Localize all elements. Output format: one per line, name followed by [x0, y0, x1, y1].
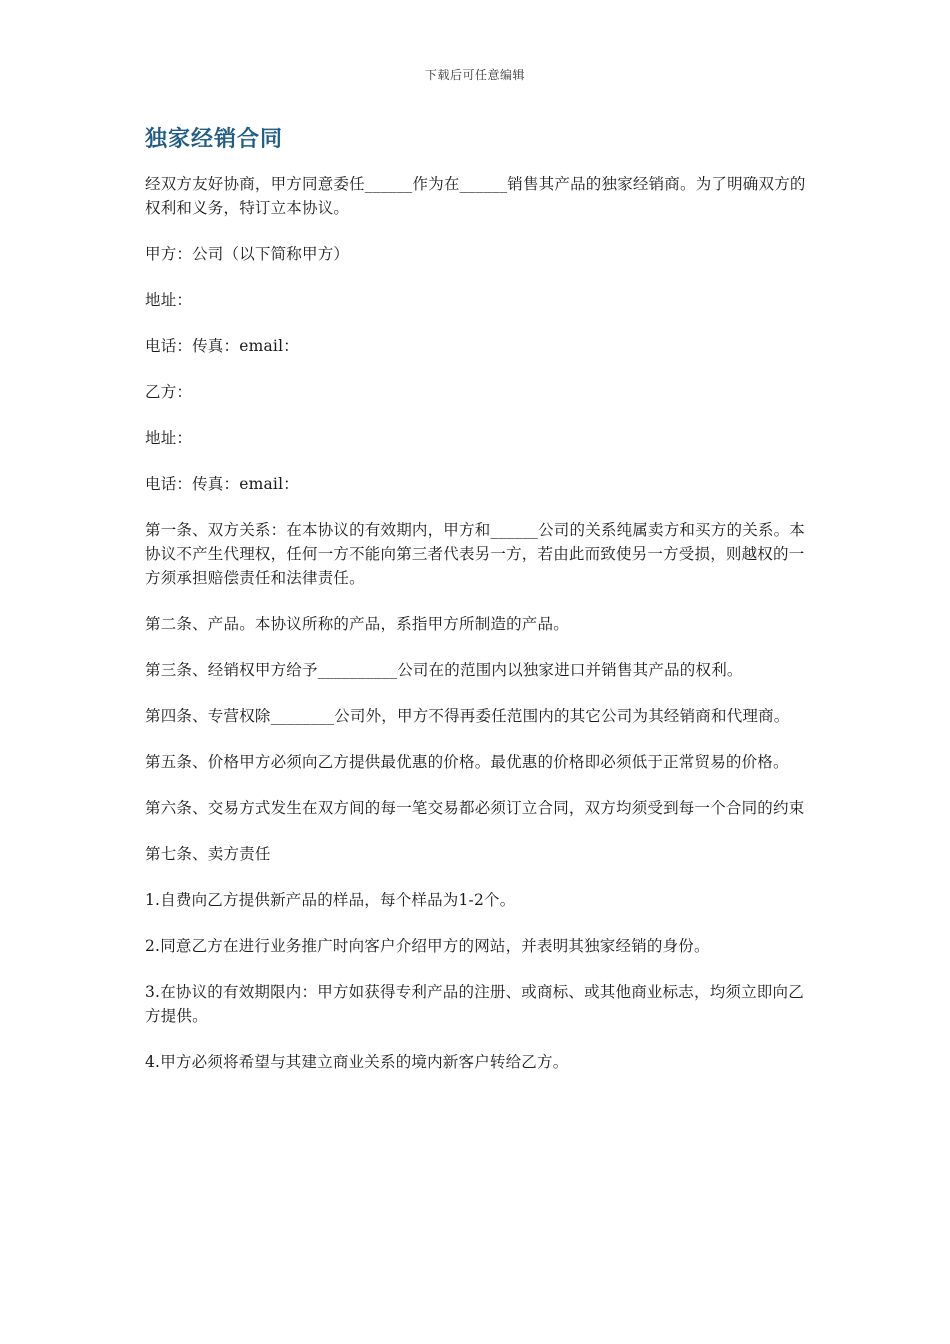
paragraph-article-5: 第五条、价格甲方必须向乙方提供最优惠的价格。最优惠的价格即必须低于正常贸易的价格。 — [145, 753, 789, 771]
document-title: 独家经销合同 — [145, 127, 284, 152]
list-item-seller-duty-4: 4.甲方必须将希望与其建立商业关系的境内新客户转给乙方。 — [145, 1053, 569, 1071]
paragraph-article-2: 第二条、产品。本协议所称的产品，系指甲方所制造的产品。 — [145, 615, 569, 633]
paragraph-party-b: 乙方： — [145, 383, 193, 401]
paragraph-party-a: 甲方：公司（以下简称甲方） — [145, 245, 350, 263]
paragraph-article-4: 第四条、专营权除________公司外，甲方不得再委任范围内的其它公司为其经销商和代理商。 — [145, 707, 790, 725]
paragraph-article-1: 第一条、双方关系：在本协议的有效期内，甲方和______公司的关系纯属卖方和买方的关系。本协议不产生代理权，任何一方不能向第三者代表另一方，若由此而致使另一方受损，则越权的一方须承担赔偿责任和法律责任。 — [145, 521, 806, 587]
list-item-seller-duty-2: 2.同意乙方在进行业务推广时向客户介绍甲方的网站，并表明其独家经销的身份。 — [145, 937, 710, 955]
paragraph-article-3: 第三条、经销权甲方给予__________公司在的范围内以独家进口并销售其产品的权利。 — [145, 661, 743, 679]
list-item-seller-duty-3: 3.在协议的有效期限内：甲方如获得专利产品的注册、或商标、或其他商业标志，均须立即向乙方提供。 — [145, 983, 804, 1025]
paragraph-article-6: 第六条、交易方式发生在双方间的每一笔交易都必须订立合同，双方均须受到每一个合同的约束 — [145, 799, 805, 817]
paragraph-party-b-address: 地址： — [145, 429, 193, 447]
paragraph-party-b-contact: 电话：传真：email： — [145, 475, 299, 493]
paragraph-party-a-contact: 电话：传真：email： — [145, 337, 299, 355]
paragraph-article-7: 第七条、卖方责任 — [145, 845, 271, 863]
paragraph-intro: 经双方友好协商，甲方同意委任______作为在______销售其产品的独家经销商。为了明确双方的权利和义务，特订立本协议。 — [145, 175, 806, 217]
paragraph-party-a-address: 地址： — [145, 291, 193, 309]
header-note: 下载后可任意编辑 — [424, 68, 525, 82]
list-item-seller-duty-1: 1.自费向乙方提供新产品的样品，每个样品为1-2个。 — [145, 891, 516, 909]
document-body — [145, 172, 809, 1096]
